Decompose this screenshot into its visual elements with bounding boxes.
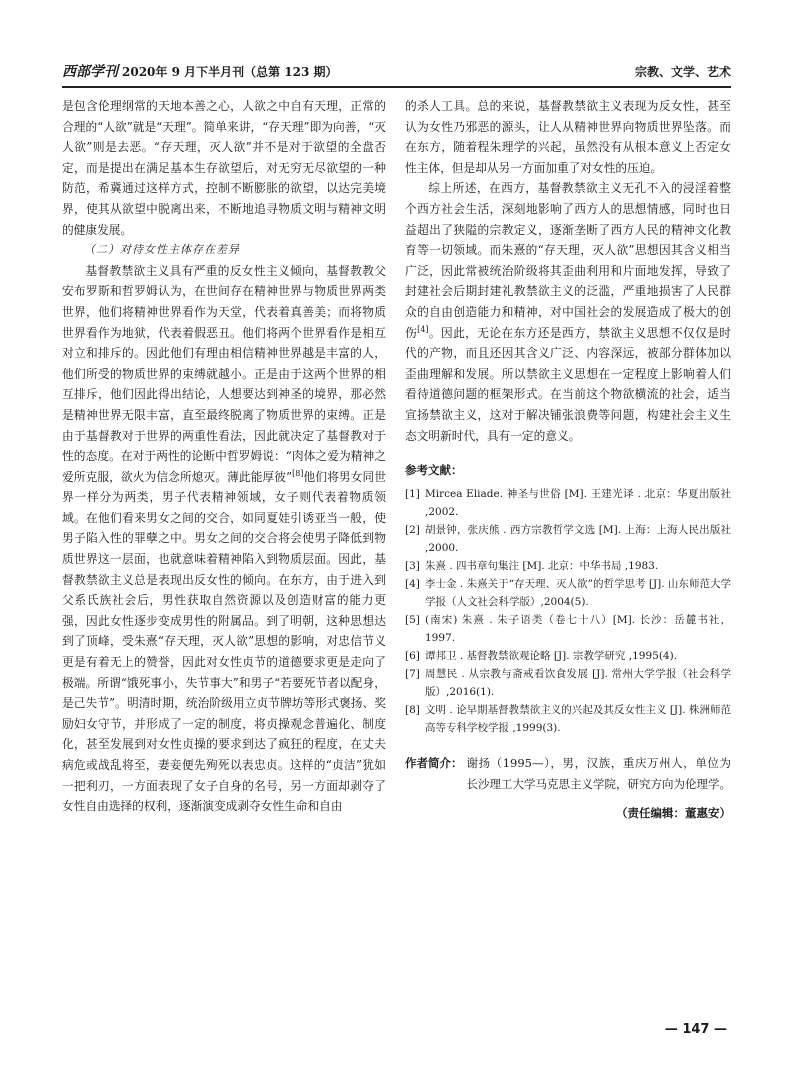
right-column xyxy=(405,96,731,823)
reference-item xyxy=(405,557,731,575)
paragraph: 是包含伦理纲常的天地本善之心，人欲之中自有天理，正常的合理的“人欲”就是“天理”。简单来讲，“存天理”即为向善，“灭人欲”则是去恶。“存天理，灭人欲”并不是对于欲望的全盘否定，而是提出在满足基本生存欲望后，对无穷无尽欲望的一种防范，希冀通过这样方式，控制不断膨胀的欲望，以达完美境界，使其从欲望中脱离出来，不断地追寻物质文明与精神文明的健康发展。 xyxy=(62,99,386,237)
reference-item xyxy=(405,611,731,647)
reference-item xyxy=(405,665,731,701)
page-header xyxy=(62,58,731,88)
author-note xyxy=(405,753,731,795)
reference-number: [2] xyxy=(405,523,420,536)
reference-text: 谭邦卫 . 基督教禁欲观论略 [J]. 宗教学研究 ,1995(4). xyxy=(425,649,678,662)
reference-number: [8] xyxy=(405,703,420,716)
paragraph-text: 。因此，无论在东方还是西方，禁欲主义思想不仅仅是时代的产物，而且还因其含义广泛、内容深远，被部分群体加以歪曲理解和发展。所以禁欲主义思想在一定程度上影响着人们看待道德问题的框架形式。在当前这个物欲横流的社会，适当宣扬禁欲主义，这对于解决铺张浪费等问题，构建社会主义生态文明新时代，具有一定的意义。 xyxy=(405,325,731,443)
reference-number: [3] xyxy=(405,559,420,572)
citation-ref[interactable]: [4] xyxy=(417,324,429,334)
left-column xyxy=(62,96,386,817)
reference-text: 文明 . 论早期基督教禁欲主义的兴起及其反女性主义 [J]. 株洲师范高等专科学校学报 ,1999(3). xyxy=(425,703,731,734)
paragraph: 的杀人工具。总的来说，基督教禁欲主义表现为反女性，甚至认为女性乃邪恶的源头，让人从精神世界向物质世界坠落。而在东方，随着程朱理学的兴起，虽然没有从根本意义上否定女性主体，但是却从另一方面加重了对女性的压迫。 xyxy=(405,99,731,175)
reference-number: [4] xyxy=(405,577,420,590)
reference-item xyxy=(405,647,731,665)
paragraph-text: 他们将男女同世界一样分为两类，男子代表精神领域，女子则代表着物质领域。在他们看来男女之间的交合，如同夏娃引诱亚当一般，使男子陷入性的罪孽之中。男女之间的交合将会使男子降低到物质世界这一层面，也就意味着精神陷入到物质层面。因此，基督教禁欲主义总是表现出反女性的倾向。在东方，由于进入到父系氏族社会后，男性获取自然资源以及创造财富的能力更强，因此女性逐步变成男性的附属品。到了明朝，这种思想达到了顶峰，受朱熹“存天理，灭人欲”思想的影响，对忠信节义更是有着无上的赞誉，因此对女性贞节的道德要求更是走向了极端。所谓“饿死事小，失节事大”和男子“若要死节者以配身，是己失节”。明清时期，统治阶级用立贞节牌坊等形式褒扬、奖励妇女守节，并形成了一定的制度，将贞操观念普遍化、制度化，甚至发展到对女性贞操的要求到达了疯狂的程度，在丈夫病危或战乱将至，妻妾便先殉死以表忠贞。这样的“贞洁”犹如一把利刃，一方面表现了女子自身的名号，另一方面却剥夺了女性自由选择的权利，逐渐演变成剥夺女性生命和自由 xyxy=(62,469,386,814)
reference-item xyxy=(405,521,731,557)
references-title: 参考文献： xyxy=(405,463,463,478)
reference-item xyxy=(405,701,731,737)
reference-number: [5] xyxy=(405,613,420,626)
subheading: （二）对待女性主体存在差异 xyxy=(84,243,240,257)
reference-text: (南宋) 朱熹 . 朱子语类（卷七十八）[M]. 长沙：岳麓书社，1997. xyxy=(425,613,731,644)
author-note-text: 谢扬（1995—），男，汉族，重庆万州人，单位为长沙理工大学马克思主义学院，研究方向为伦理学。 xyxy=(466,755,731,791)
responsible-editor: （责任编辑：董惠安） xyxy=(616,805,731,820)
reference-number: [7] xyxy=(405,667,420,680)
reference-text: 朱熹 . 四书章句集注 [M]. 北京：中华书局 ,1983. xyxy=(425,559,659,572)
reference-number: [6] xyxy=(405,649,420,662)
citation-ref[interactable]: [8] xyxy=(292,468,304,478)
paragraph xyxy=(405,178,731,446)
reference-item xyxy=(405,575,731,611)
issue-info: 2020年 9 月下半月刊（总第 123 期） xyxy=(122,64,338,79)
paragraph-text: 综上所述，在西方，基督教禁欲主义无孔不入的浸淫着整个西方社会生活，深刻地影响了西方人的思想情感，同时也日益超出了狭隘的宗教定义，逐渐垄断了西方人民的精神文化教育等一切领域。而朱熹的“存天理，灭人欲”思想因其含义相当广泛，因此常被统治阶级将其歪曲利用和片面地发挥，导致了封建社会后期封建礼教禁欲主义的泛滥，严重地损害了人民群众的自由创造能力和精神，对中国社会的发展造成了极大的创伤 xyxy=(405,181,731,340)
reference-text: Mircea Eliade. 神圣与世俗 [M]. 王建光译 . 北京：华夏出版社 ,2002. xyxy=(425,487,731,518)
reference-number: [1] xyxy=(405,487,420,500)
header-left xyxy=(62,61,338,81)
page-number: — 147 — xyxy=(664,1022,727,1037)
reference-text: 胡景钟，张庆熊 . 西方宗教哲学文选 [M]. 上海：上海人民出版社 ,2000. xyxy=(425,523,731,554)
reference-item xyxy=(405,485,731,521)
reference-text: 李士金 . 朱熹关于“存天理、灭人欲”的哲学思考 [J]. 山东师范大学学报（人文社会科学版）,2004(5). xyxy=(425,577,731,608)
journal-name: 西部学刊 xyxy=(62,64,118,80)
paragraph-text: 基督教禁欲主义具有严重的反女性主义倾向，基督教教父安布罗斯和哲罗姆认为，在世间存在精神世界与物质世界两类世界，他们将精神世界看作为天堂，代表着真善美；而将物质世界看作为地狱，代表着假恶丑。他们将两个世界看作是相互对立和排斥的。因此他们有理由相信精神世界越是丰富的人，他们所受的物质世界的束缚就越小。正是由于这两个世界的相互排斥，他们因此得出结论，人想要达到神圣的境界，那必然是精神世界无限丰富，直至最终脱离了物质世界的束缚。正是由于基督教对于世界的两重性看法，因此就决定了基督教对于性的态度。在对于两性的论断中哲罗姆说：“肉体之爱为精神之爱所克服，欲火为信念所熄灭。薄此能厚彼” xyxy=(62,263,386,484)
reference-list xyxy=(405,485,731,737)
reference-text: 周慧民 . 从宗教与斋戒看饮食发展 [J]. 常州大学学报（社会科学版）,2016(1). xyxy=(425,667,731,698)
section-name: 宗教、文学、艺术 xyxy=(634,64,731,79)
paragraph xyxy=(62,261,386,817)
author-note-label: 作者简介： xyxy=(405,755,463,770)
